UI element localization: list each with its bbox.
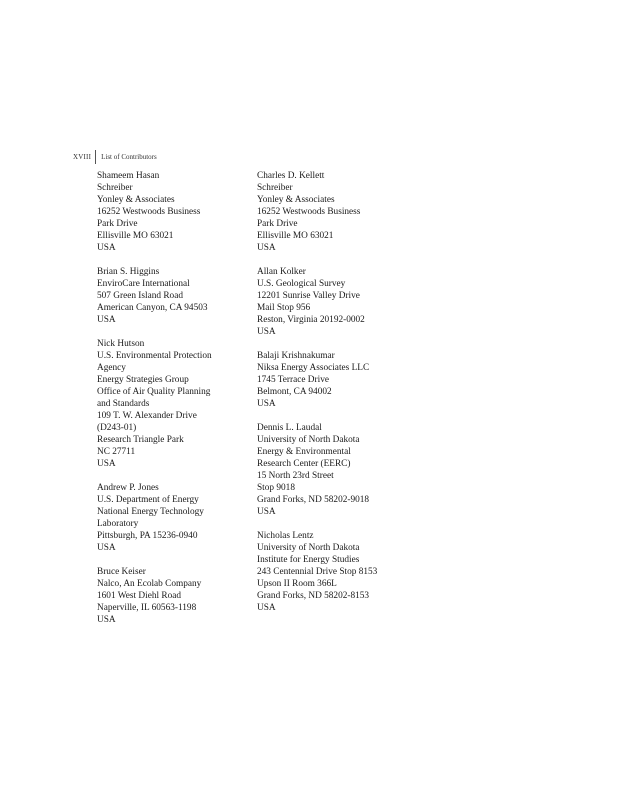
contributor-name: Allan Kolker [257, 267, 306, 277]
contributor-entry [257, 266, 427, 338]
affiliation-line: Reston, Virginia 20192-0002 [257, 315, 365, 325]
affiliation-line: National Energy Technology [97, 507, 204, 517]
affiliation-line: University of North Dakota [257, 543, 360, 553]
affiliation-line: Laboratory [97, 519, 139, 529]
affiliation-line: Research Triangle Park [97, 435, 184, 445]
affiliation-line: USA [97, 315, 116, 325]
contributor-entry [97, 482, 247, 554]
affiliation-line: (D243-01) [97, 423, 137, 433]
affiliation-line: USA [257, 507, 276, 517]
affiliation-line: Schreiber [257, 183, 293, 193]
affiliation-line: Office of Air Quality Planning [97, 387, 211, 397]
affiliation-line: Grand Forks, ND 58202-8153 [257, 591, 370, 601]
affiliation-line: USA [97, 615, 116, 625]
affiliation-line: Grand Forks, ND 58202-9018 [257, 495, 370, 505]
affiliation-line: 1601 West Diehl Road [97, 591, 182, 601]
affiliation-line: NC 27711 [97, 447, 136, 457]
affiliation-line: Schreiber [97, 183, 133, 193]
affiliation-line: Ellisville MO 63021 [97, 231, 174, 241]
affiliation-line: University of North Dakota [257, 435, 360, 445]
contributor-entry [97, 338, 247, 470]
affiliation-line: Niksa Energy Associates LLC [257, 363, 370, 373]
affiliation-line: Mail Stop 956 [257, 303, 311, 313]
affiliation-line: U.S. Environmental Protection [97, 351, 212, 361]
affiliation-line: Belmont, CA 94002 [257, 387, 332, 397]
affiliation-line: Institute for Energy Studies [257, 555, 360, 565]
contributor-entry [97, 266, 247, 326]
affiliation-line: Park Drive [257, 219, 298, 229]
header-divider [95, 150, 96, 164]
affiliation-line: Park Drive [97, 219, 138, 229]
affiliation-line: 12201 Sunrise Valley Drive [257, 291, 360, 301]
affiliation-line: USA [97, 459, 116, 469]
affiliation-line: USA [97, 543, 116, 553]
contributor-name: Dennis L. Laudal [257, 423, 322, 433]
contributor-entry [97, 566, 247, 626]
affiliation-line: 507 Green Island Road [97, 291, 183, 301]
affiliation-line: Upson II Room 366L [257, 579, 337, 589]
affiliation-line: and Standards [97, 399, 150, 409]
affiliation-line: 243 Centennial Drive Stop 8153 [257, 567, 378, 577]
contributor-entry [97, 170, 247, 254]
contributor-name: Bruce Keiser [97, 567, 146, 577]
contributors-right-column [257, 170, 427, 626]
section-title: List of Contributors [101, 153, 157, 161]
affiliation-line: 16252 Westwoods Business [97, 207, 201, 217]
contributors-left-column [97, 170, 247, 638]
contributor-name: Andrew P. Jones [97, 483, 159, 493]
contributor-entry [257, 422, 427, 518]
running-header [73, 150, 157, 164]
affiliation-line: Yonley & Associates [97, 195, 175, 205]
page-number: XVIII [73, 153, 92, 161]
affiliation-line: Energy & Environmental [257, 447, 351, 457]
affiliation-line: USA [257, 243, 276, 253]
affiliation-line: USA [257, 327, 276, 337]
affiliation-line: Agency [97, 363, 126, 373]
contributor-name: Brian S. Higgins [97, 267, 160, 277]
contributor-entry [257, 530, 427, 614]
affiliation-line: Nalco, An Ecolab Company [97, 579, 202, 589]
affiliation-line: USA [257, 603, 276, 613]
contributor-name: Charles D. Kellett [257, 171, 325, 181]
contributor-name: Shameem Hasan [97, 171, 160, 181]
affiliation-line: EnviroCare International [97, 279, 190, 289]
affiliation-line: U.S. Geological Survey [257, 279, 346, 289]
affiliation-line: U.S. Department of Energy [97, 495, 199, 505]
contributor-entry [257, 170, 427, 254]
contributor-name: Balaji Krishnakumar [257, 351, 335, 361]
affiliation-line: Yonley & Associates [257, 195, 335, 205]
affiliation-line: 1745 Terrace Drive [257, 375, 329, 385]
affiliation-line: Naperville, IL 60563-1198 [97, 603, 197, 613]
contributor-name: Nicholas Lentz [257, 531, 314, 541]
affiliation-line: Pittsburgh, PA 15236-0940 [97, 531, 198, 541]
affiliation-line: 109 T. W. Alexander Drive [97, 411, 197, 421]
affiliation-line: USA [257, 399, 276, 409]
affiliation-line: American Canyon, CA 94503 [97, 303, 208, 313]
contributor-name: Nick Hutson [97, 339, 145, 349]
affiliation-line: USA [97, 243, 116, 253]
affiliation-line: Ellisville MO 63021 [257, 231, 334, 241]
affiliation-line: Energy Strategies Group [97, 375, 189, 385]
affiliation-line: Research Center (EERC) [257, 459, 351, 469]
contributor-entry [257, 350, 427, 410]
affiliation-line: Stop 9018 [257, 483, 295, 493]
affiliation-line: 15 North 23rd Street [257, 471, 334, 481]
affiliation-line: 16252 Westwoods Business [257, 207, 361, 217]
